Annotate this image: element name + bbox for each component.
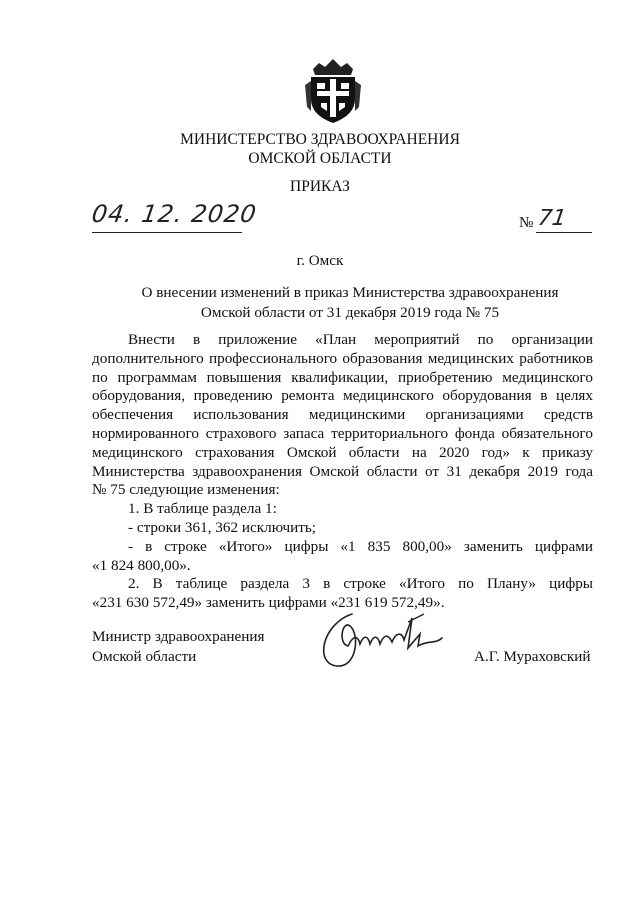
number-underline (536, 232, 592, 233)
signature-icon (312, 604, 452, 674)
order-body (92, 331, 593, 613)
list-item: - строки 361, 362 исключить; (128, 518, 317, 536)
signatory-name: А.Г. Мураховский (474, 648, 591, 665)
list-item: - в строке «Итого» цифры «1 835 800,00» заменить цифрами (128, 537, 593, 555)
ministry-name-line1: МИНИСТЕРСТВО ЗДРАВООХРАНЕНИЯ (180, 131, 460, 148)
list-item-continuation: «231 630 572,49» заменить цифрами «231 619 572,49». (92, 594, 445, 612)
date-underline (92, 232, 242, 233)
ministry-name-line2: ОМСКОЙ ОБЛАСТИ (248, 150, 392, 167)
body-line: по программам повышения квалификации, приобретению медицинского (92, 368, 593, 386)
list-item: 1. В таблице раздела 1: (128, 500, 277, 518)
document-type: ПРИКАЗ (290, 178, 350, 195)
subject-line1: О внесении изменений в приказ Министерства здравоохранения (141, 284, 559, 301)
body-line: № 75 следующие изменения: (92, 481, 280, 499)
body-line: медицинского страхования Омской области на 2020 год» к приказу (92, 443, 593, 461)
city: г. Омск (296, 252, 344, 269)
number-label: № (519, 214, 534, 231)
list-item: 2. В таблице раздела 3 в строке «Итого по Плану» цифры (128, 575, 593, 593)
position-line1: Министр здравоохранения (92, 628, 265, 645)
subject-line2: Омской области от 31 декабря 2019 года № 75 (200, 304, 500, 321)
coat-of-arms-icon (303, 55, 363, 125)
document-number: 71 (536, 206, 568, 231)
subject (110, 283, 590, 323)
document-date: 04. 12. 2020 (90, 200, 259, 228)
body-line: нормированного страхового запаса территориального фонда обязательного (92, 424, 593, 442)
body-line: Внести в приложение «План мероприятий по организации (128, 331, 593, 348)
list-item-continuation: «1 824 800,00». (92, 556, 191, 574)
position-line2: Омской области (92, 648, 197, 665)
body-line: Министерства здравоохранения Омской области от 31 декабря 2019 года (92, 462, 593, 480)
body-line: обеспечения использования медицинскими организациями средств (92, 406, 593, 424)
signatory-position (92, 627, 265, 667)
body-line: дополнительного профессионального образования медицинских работников (92, 349, 593, 367)
body-line: оборудования, проведению ремонта медицинского оборудования в целях (92, 387, 593, 405)
